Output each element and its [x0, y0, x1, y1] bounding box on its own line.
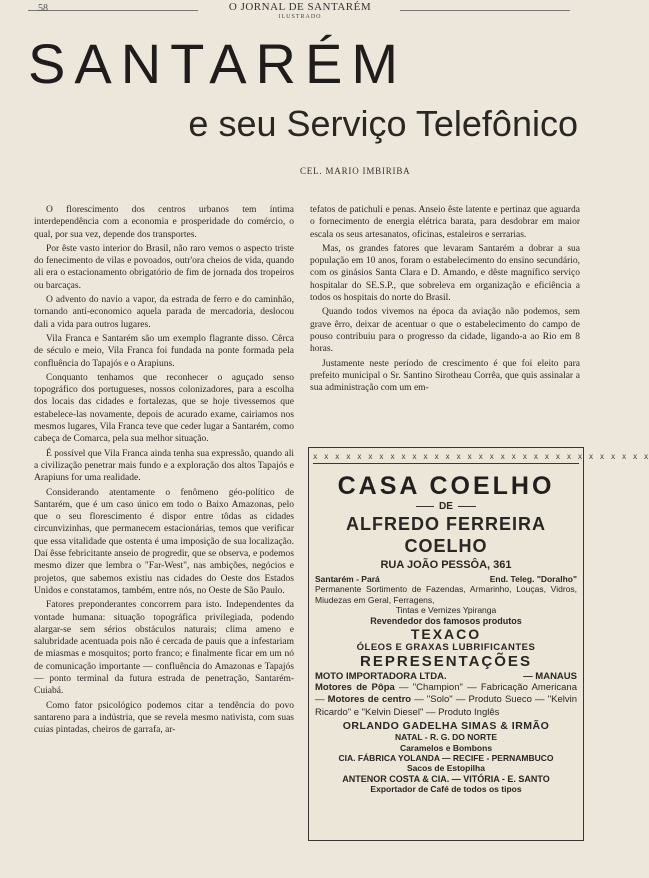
article-column-left [34, 204, 294, 738]
ad-natal-products: Caramelos e Bombons [399, 742, 493, 753]
paragraph: tefatos de patichuli e penas. Anseio êste latente e pertinaz que aguarda o fornecimento de energia elétrica barata, para desdobrar em maior escala os seus artesanatos, oficinas, estaleiros e serrarias. [310, 205, 580, 240]
ad-owner-line1: ALFREDO FERREIRA [346, 514, 546, 534]
article-subtitle: e seu Serviço Telefônico [188, 103, 578, 144]
ad-fabrica: CIA. FÁBRICA YOLANDA — RECIFE - PERNAMBUCO [338, 753, 554, 763]
ad-oils: ÓLEOS E GRAXAS LUBRIFICANTES [356, 641, 536, 653]
journal-name: O JORNAL DE SANTARÉM [228, 1, 372, 13]
ad-de: DE [313, 501, 579, 512]
ad-company-name: CASA COELHO [337, 472, 555, 500]
ad-city: Santarém - Pará [315, 574, 380, 584]
ad-stock-description-end: Tintas e Vernizes Ypiranga [395, 605, 497, 615]
paragraph: Mas, os grandes fatores que levaram Santarém a dobrar a sua população em 10 anos, foram o estabelecimento do ensino secundário, com os ginásios Santa Clara e D. Amando, e dêste magnífico serviço hospitalar do SE.S.P., que sobreleva em organização e eficiência a todos os hospitais do norte do Brasil. [310, 243, 580, 304]
ad-moto-row [313, 671, 579, 682]
ad-reseller: Revendedor dos famosos produtos [370, 615, 522, 626]
page-number: 58 [38, 3, 48, 14]
ad-antenor: ANTENOR COSTA & CIA. — VITÓRIA - E. SANTO [342, 773, 550, 784]
paragraph: Vila Franca e Santarém são um exemplo flagrante disso. Cêrca de século e meio, Vila Franca foi fundada na ponte formada pela confluência do Tapajós e o Arapiuns. [34, 333, 294, 369]
article-column-right [310, 204, 580, 396]
ad-exporter: Exportador de Café de todos os tipos [370, 783, 522, 794]
paragraph: O florescimento dos centros urbanos tem íntima interdependência com a economia e prosperidade do comércio, o qual, por sua vez, depende dos transportes. [34, 205, 294, 240]
paragraph: Justamente neste período de crescimento é que foi eleito para prefeito municipal o Sr. Santino Sirotheau Corrêa, que quis assinalar a sua administração com um em- [310, 358, 580, 394]
ad-representations: REPRESENTAÇÕES [360, 652, 532, 670]
ad-owner-line2: COELHO [404, 536, 488, 556]
ad-moto-city: — MANAUS [523, 670, 577, 682]
paragraph: O advento do navio a vapor, da estrada de ferro e do caminhão, tornando anti-economico aquela parada de mercadoria, deslocou dali a vida para outros lugares. [34, 295, 294, 330]
ad-natal: NATAL - R. G. DO NORTE [395, 732, 497, 742]
ad-street-address: RUA JOÃO PESSÔA, 361 [380, 559, 512, 571]
paragraph: É possível que Vila Franca ainda tenha sua expressão, quando ali a civilização penetrar mais fundo e a exploração dos altos Tapajós e Arapiuns for uma realidade. [34, 448, 294, 484]
ad-fabrica-products: Sacos de Estopilha [407, 763, 485, 773]
ad-motors-centro-text: — "Solo" — Produto Sueco — "Kelvin Ricardo" e "Kelvin Diesel" — Produto Inglês [315, 694, 577, 718]
article-author: CEL. MARIO IMBIRIBA [300, 166, 411, 176]
ad-motors-text [313, 682, 579, 720]
ad-motors-centro-label: Motores de centro [327, 694, 412, 705]
ad-telegraph: End. Teleg. "Doralho" [489, 574, 577, 584]
journal-subtitle: ILUSTRADO [278, 14, 322, 20]
ad-city-row [313, 574, 579, 584]
paragraph: Quando todos vivemos na época da aviação não podemos, sem grave êrro, deixar de acentuar o que o estabelecimento do campo de pouso contribuiu para o progresso da cidade, ligando-a ao Rio em 8 horas. [310, 307, 580, 355]
ad-motors-popa-label: Motores de Pôpa [315, 681, 395, 693]
casa-coelho-advertisement [308, 447, 649, 841]
paragraph: Considerando atentamente o fenômeno géo-político de Santarém, que é um caso único em todo o Baixo Amazonas, pelo que o seu florescimento é dispor entre tôdas as cidades circunvizinhas, que permanecem estacionárias, temos que verificar que essa vitalidade que ostenta é uma imposição de sua localização. Daí êsse febricitante anseio de progredir, que se observa, e podemos mesmo dizer que lembra o "Far-West", nas ambições, negócios e projetos, que sabemos existiu nas cidades do Oeste dos Estados Unidos e constatamos, também, entre nós, no Oeste de São Paulo. [34, 487, 294, 596]
paragraph: Como fator psicológico podemos citar a tendência do povo santareno para a indústria, que se revela mesmo nativista, com suas cuias pintadas, cheiros de garrafa, ar- [34, 700, 294, 736]
ad-border-pattern: x x x x x x x x x x x x x x x x x x x x x x x x x x x x x x x [313, 452, 579, 464]
ad-brand: TEXACO [410, 625, 482, 642]
paragraph: Fatores preponderantes concorrem para isto. Independentes da vontade humana: situação topográfica privilegiada, podendo alargar-se sem sérios obstáculos naturais; clima ameno e salubridade acentuada pois não é cercada de pauis que a infestariam de miasmas e mosquitos; porto franco; e finalmente ficar em um nó de comunicação importante — confluência do Amazonas e Tapajós — ponto terminal da futura estrada de penetração, Santarém-Cuiabá. [34, 600, 294, 697]
ad-orlando: ORLANDO GADELHA SIMAS & IRMÃO [342, 720, 550, 732]
ad-motors-popa-text: — "Champion" — Fabricação Americana — [315, 681, 577, 705]
ad-moto-company: MOTO IMPORTADORA LTDA. [315, 670, 447, 682]
paragraph: Conquanto tenhamos que reconhecer o aguçado senso topográfico dos portugueses, nossos colonizadores, para a escolha dos locais das cidades e fortalezas, que se hoje tivessemos que estabelece-las novamente, depois de acurado exame, cairiamos nos mesmos lugares, Vila Franca teve que ceder lugar a Santarém, como cabeça de Comarca, pela sua melhor situação. [34, 372, 294, 445]
ad-stock-description: Permanente Sortimento de Fazendas, Armarinho, Louças, Vidros, Miudezas em Geral, Ferragens, [315, 584, 577, 605]
article-title: SANTARÉM [28, 32, 407, 95]
paragraph: Por êste vasto interior do Brasil, não raro vemos o aspecto triste do fenecimento de vilas e povoados, outr'ora cheios de vida, quando ali era o estacionamento obrigatório de fim de jornada dos tropeiros ou barcaças. [34, 243, 294, 291]
